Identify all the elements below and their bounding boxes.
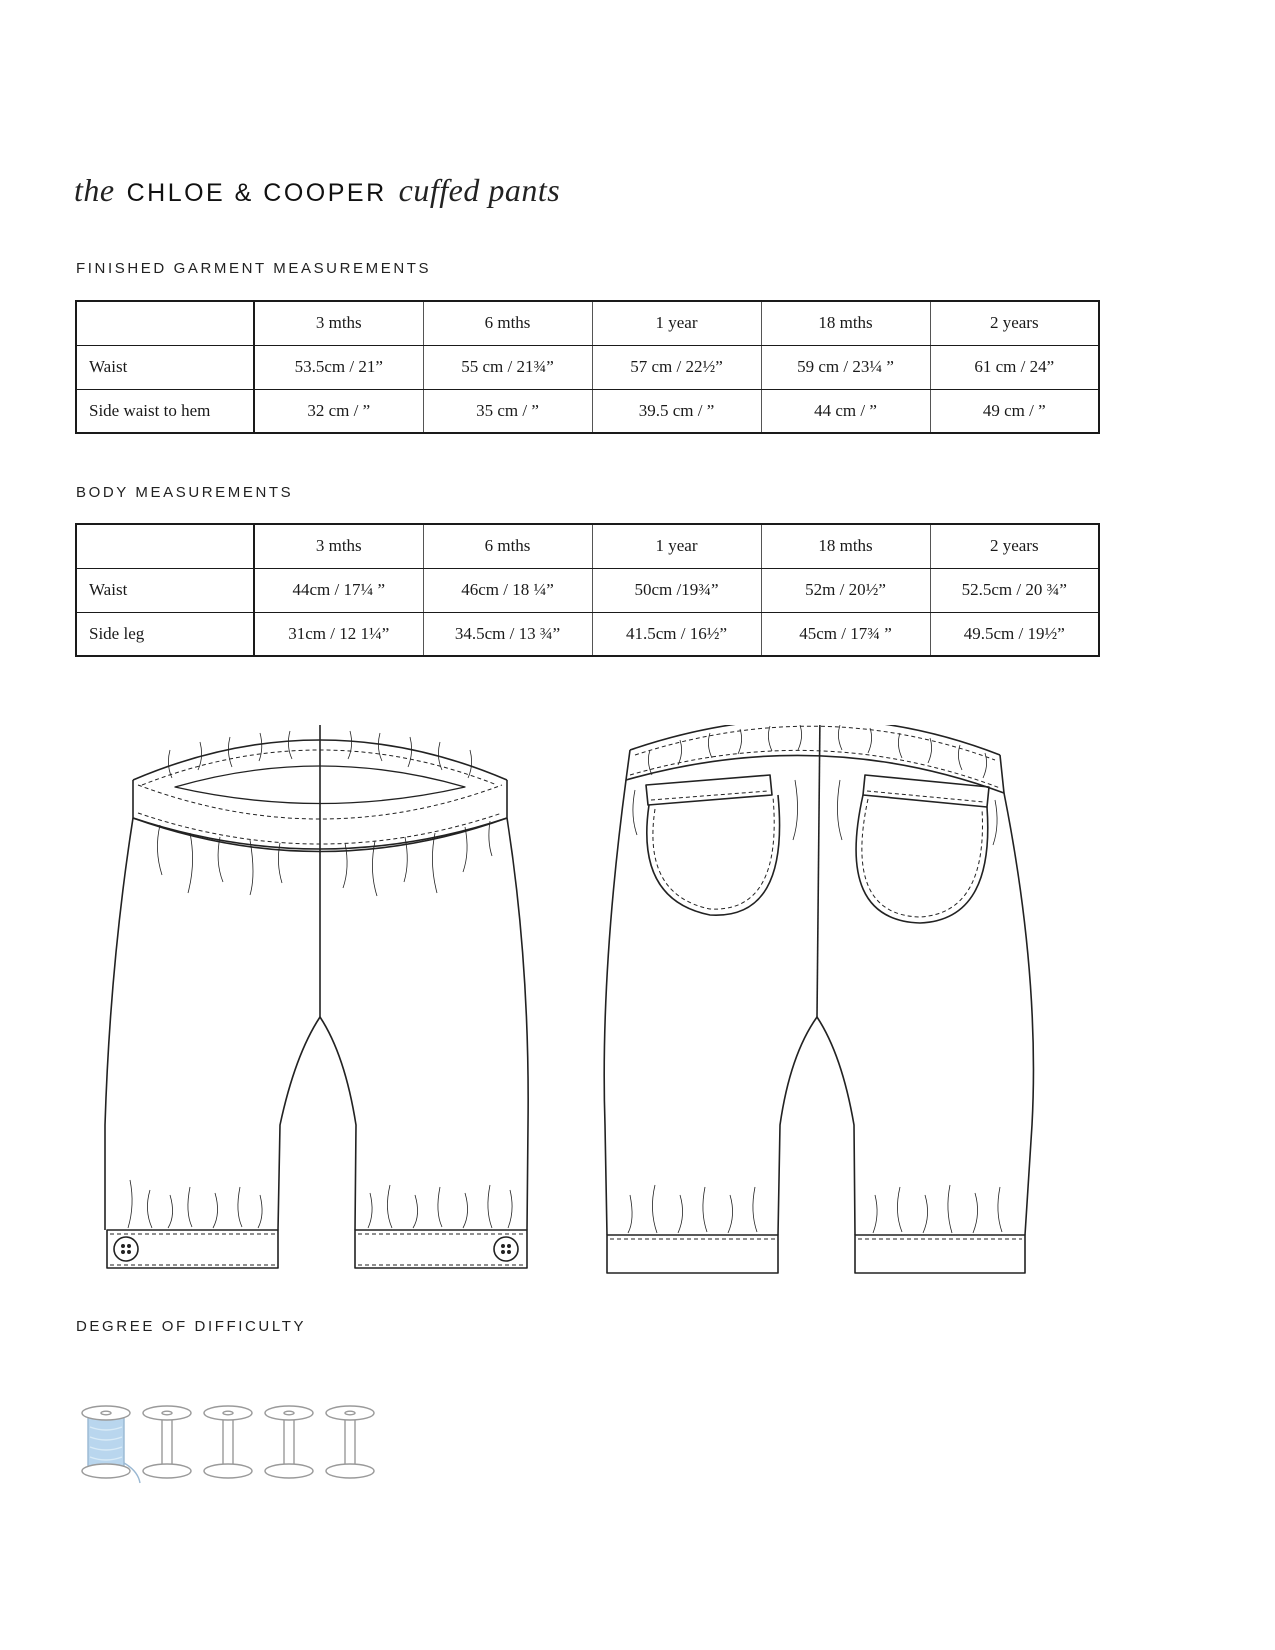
table-row <box>76 568 1099 612</box>
table-header-row <box>76 301 1099 345</box>
size-header: 6 mths <box>423 524 592 568</box>
table-cell: 59 cm / 23¼ ” <box>761 345 930 389</box>
table-row <box>76 612 1099 656</box>
table-cell: 50cm /19¾” <box>592 568 761 612</box>
table-cell: 55 cm / 21¾” <box>423 345 592 389</box>
table-cell: 61 cm / 24” <box>930 345 1099 389</box>
table-cell: 52.5cm / 20 ¾” <box>930 568 1099 612</box>
spool-icon <box>204 1406 252 1478</box>
table-cell: 32 cm / ” <box>254 389 423 433</box>
table-cell: 49.5cm / 19½” <box>963 623 1065 643</box>
spool-icon <box>265 1406 313 1478</box>
spool-icon <box>326 1406 374 1478</box>
table-cell: 41.5cm / 16½” <box>592 612 761 656</box>
row-label: Side leg <box>76 612 254 656</box>
body-measurements-table <box>75 523 1100 657</box>
table-cell: 35 cm / ” <box>423 389 592 433</box>
table-row <box>76 345 1099 389</box>
size-header: 3 mths <box>254 524 423 568</box>
spool-icon <box>82 1406 140 1483</box>
table-header-row <box>76 524 1099 568</box>
difficulty-rating <box>76 1405 386 1495</box>
size-header: 3 mths <box>254 301 423 345</box>
table-row <box>76 389 1099 433</box>
size-header: 1 year <box>592 524 761 568</box>
finished-measurements-heading: FINISHED GARMENT MEASUREMENTS <box>76 260 432 277</box>
difficulty-heading: DEGREE OF DIFFICULTY <box>76 1318 307 1335</box>
pants-technical-drawing <box>90 725 1100 1325</box>
row-label: Waist <box>76 345 254 389</box>
title-suffix: cuffed pants <box>398 172 561 208</box>
table-cell: 53.5cm / 21” <box>254 345 423 389</box>
table-cell: 57 cm / 22½” <box>592 345 761 389</box>
table-cell: 31cm / 12 1¼” <box>254 612 423 656</box>
title-prefix: the <box>74 172 115 208</box>
table-cell: 44cm / 17¼ ” <box>254 568 423 612</box>
row-label: Side waist to hem <box>76 389 254 433</box>
table-cell: 46cm / 18 ¼” <box>423 568 592 612</box>
pants-back-view <box>604 725 1033 1273</box>
table-cell: 49 cm / ” <box>982 400 1046 420</box>
size-header: 2 years <box>930 301 1099 345</box>
table-cell: 39.5 cm / ” <box>592 389 761 433</box>
table-cell: 52m / 20½” <box>761 568 930 612</box>
size-header: 18 mths <box>761 301 930 345</box>
row-label: Waist <box>76 568 254 612</box>
table-cell: 45cm / 17¾ ” <box>761 612 930 656</box>
table-cell: 44 cm / ” <box>761 389 930 433</box>
table-cell: 34.5cm / 13 ¾” <box>423 612 592 656</box>
title-name: CHLOE & COOPER <box>126 179 387 207</box>
pattern-title <box>74 172 560 222</box>
body-measurements-heading: BODY MEASUREMENTS <box>76 484 294 501</box>
finished-measurements-table <box>75 300 1100 434</box>
size-header: 6 mths <box>423 301 592 345</box>
size-header: 1 year <box>592 301 761 345</box>
header-blank-cell <box>76 301 254 345</box>
header-blank-cell <box>76 524 254 568</box>
spool-icon <box>143 1406 191 1478</box>
pants-front-view <box>105 725 528 1268</box>
size-header: 2 years <box>930 524 1099 568</box>
size-header: 18 mths <box>761 524 930 568</box>
